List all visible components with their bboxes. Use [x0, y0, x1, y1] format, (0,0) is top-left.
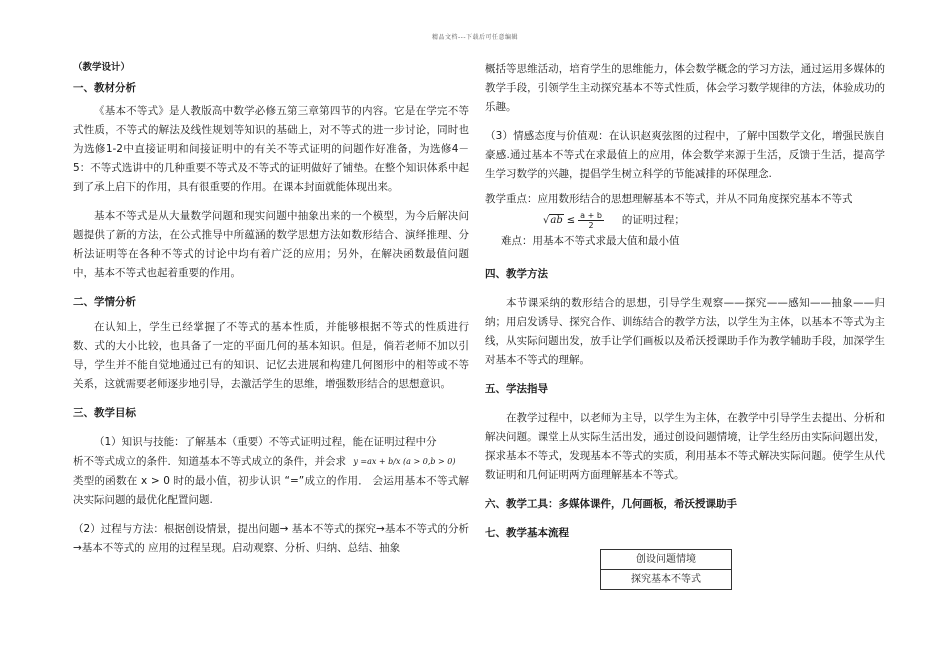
section-2-paragraph: 在认知上，学生已经掌握了不等式的基本性质，并能够根据不等式的性质进行数、式的大小比较，也具备了一定的平面几何的基本知识。但是，倘若老师不加以引导，学生并不能自觉地通过已有的知识、记忆去进展和构建几何图形中的相等或不等关系，这就需要老师逐步地引导，去激活学生的思维，增强数形结合的思想意识。 [73, 321, 469, 390]
flowchart [600, 549, 732, 590]
section-5-paragraph: 在教学过程中，以老师为主导，以学生为主体，在教学中引导学生去提出、分析和解决问题。课堂上从实际生活出发，通过创设问题情境，让学生经历由实际问题出发，探求基本不等式，发现基本不等式的实质，利用基本不等式解决实际问题。使学生从代数证明和几何证明两方面理解基本不等式。 [485, 412, 885, 481]
left-column [73, 58, 469, 558]
section-2-title: 二、学情分析 [73, 296, 136, 308]
fraction-numerator: a + b [580, 211, 602, 220]
leq-symbol: ≤ [566, 215, 576, 226]
section-3-paragraph-1b-text: 析不等式成立的条件．知道基本不等式成立的条件，并会求 [73, 455, 346, 468]
section-6-title: 六、教学工具：多媒体课件，几何画板，希沃授课助手 [485, 498, 737, 510]
page-header: 精品文档---下载后可任意编辑 [432, 34, 518, 41]
fraction-a-plus-b-over-2 [578, 211, 604, 230]
section-3-paragraph-1b [73, 452, 469, 472]
process-paragraph-continued: 概括等思维活动，培育学生的思维能力，体会数学概念的学习方法，通过运用多媒体的教学手段，引领学生主动探究基本不等式性质，体会学习数学规律的方法，体验成功的乐趣。 [485, 63, 885, 113]
section-1-paragraph-2: 基本不等式是从大量数学问题和现实问题中抽象出来的一个模型，为今后解决问题提供了新的方法，在公式推导中所蕴涵的数学思想方法如数形结合、演绎推理、分析法证明等在各种不等式的讨论中均有着广泛的应用；另外，在解决函数最值问题中，基本不等式也起着重要的作用。 [73, 210, 469, 279]
design-label: （教学设计） [73, 62, 131, 73]
inequality-suffix: 的证明过程； [621, 214, 685, 226]
difficulty: 难点：用基本不等式求最大值和最小值 [501, 235, 680, 247]
section-3-title: 三、教学目标 [73, 407, 136, 419]
section-1-title: 一、教材分析 [73, 82, 136, 94]
section-4-paragraph: 本节课采纳的数形结合的思想，引导学生观察——探究——感知——抽象——归纳；用启发诱导、探究合作、训练结合的教学方法，以学生为主体，以基本不等式为主线，从实际问题出发，放手让学们画板以及希沃授课助手作为教学辅助手段，加深学生对基本不等式的理解。 [485, 297, 885, 366]
function-formula: y =ax + b/x (a > 0,b > 0) [353, 457, 456, 466]
section-3-paragraph-1a: （1）知识与技能：了解基本（重要）不等式证明过程，能在证明过程中分 [94, 436, 437, 448]
sqrt-ab: √ab [543, 215, 563, 226]
section-3-paragraph-2: （2）过程与方法：根据创设情景，提出问题→ 基本不等式的探究→基本不等式的分析→基本不等式的 应用的过程呈现。启动观察、分析、归纳、总结、抽象 [73, 522, 469, 554]
section-3-paragraph-1c: 类型的函数在 x > 0 时的最小值，初步认识 “=”成立的作用． 会运用基本不等式解决实际问题的最优化配置问题. [73, 474, 469, 506]
inequality-line [485, 211, 885, 230]
section-1-paragraph-1: 《基本不等式》是人教版高中数学必修五第三章第四节的内容。它是在学完不等式性质，不等式的解法及线性规划等知识的基础上，对不等式的进一步讨论，同时也为选修1-2中直接证明和间接证明中的有关不等式证明的问题作好准备，为选修4－5：不等式选讲中的几种重要不等式及不等式的证明做好了铺垫。在整个知识体系中起到了承上启下的作用，具有很重要的作用。在课本封面就能体现出来。 [73, 105, 469, 193]
section-7-title: 七、教学基本流程 [485, 527, 569, 539]
right-column [485, 60, 885, 590]
flow-step-1: 创设问题情境 [636, 554, 696, 565]
section-5-title: 五、学法指导 [485, 383, 548, 395]
sqrt-radicand: ab [550, 215, 563, 226]
attitude-paragraph: （3）情感态度与价值观：在认识赵爽弦图的过程中，了解中国数学文化，增强民族自豪感.通过基本不等式在求最值上的应用，体会数学来源于生活，反馈于生活，提高学生学习数学的兴趣，提倡学生树立科学的节能减排的环保理念. [485, 130, 885, 180]
section-4-title: 四、教学方法 [485, 268, 548, 280]
flow-step-2: 探究基本不等式 [601, 569, 731, 589]
fraction-denominator: 2 [588, 221, 594, 230]
key-point: 教学重点：应用数形结合的思想理解基本不等式，并从不同角度探究基本不等式 [485, 193, 853, 205]
